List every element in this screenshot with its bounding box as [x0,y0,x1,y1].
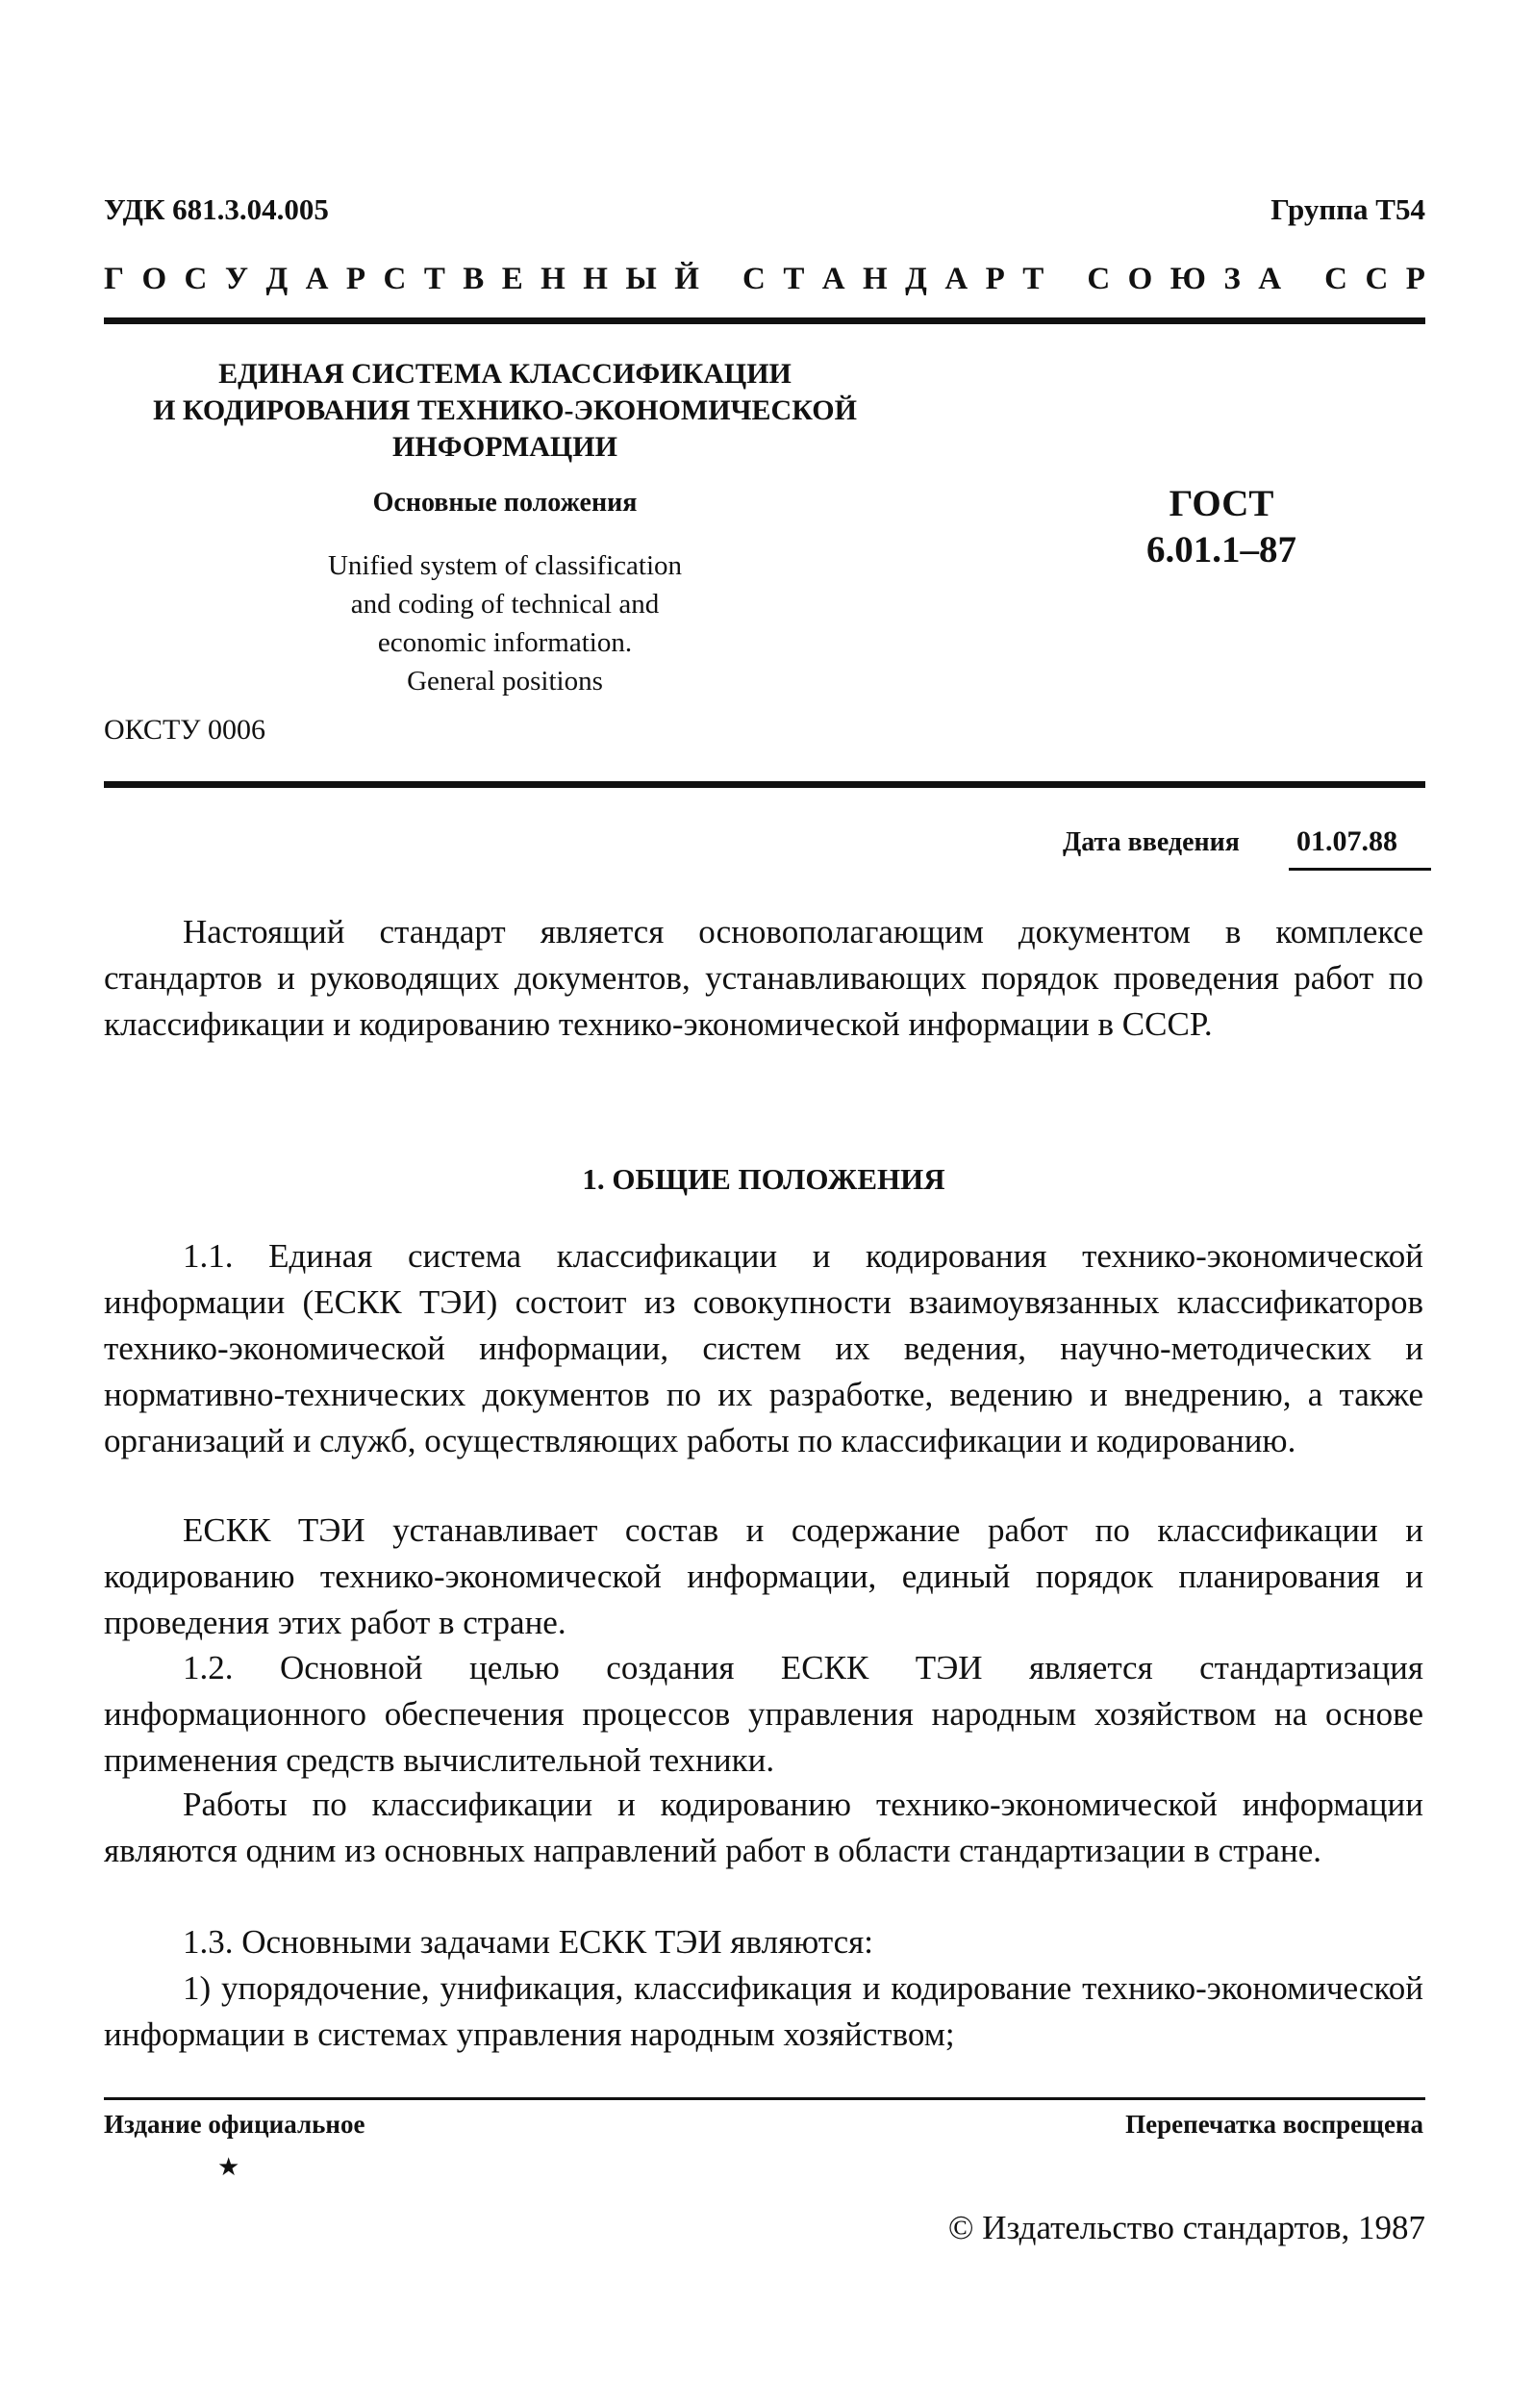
paragraph-1-1b: ЕСКК ТЭИ устанавливает состав и содержание работ по классификации и кодированию технико-экономической информации, единый порядок планирования и проведения этих работ в стране. [104,1511,1423,1641]
date-underline [1289,868,1431,871]
banner-letter: Е [501,262,523,296]
official-edition: Издание официальное [104,2110,365,2139]
banner-letter: Д [905,262,927,296]
top-rule [104,317,1425,324]
banner-letter: О [141,262,167,296]
standard-subtitle: Основные положения [372,488,638,518]
footer-rule [104,2097,1425,2100]
banner-letter: Й [674,262,699,296]
intro-paragraph: Настоящий стандарт является основополагающим документом в комплексе стандартов и руководящих документов, устанавливающих порядок проведения работ по классификации и кодированию технико-экономической информации в СССР. [104,913,1423,1043]
english-title-line-2: and coding of technical and [350,589,660,620]
banner-letter: А [944,262,968,296]
banner-letter: С [742,262,766,296]
paragraph-1-3: 1.3. Основными задачами ЕСКК ТЭИ являются: [183,1923,873,1961]
banner-letter: А [821,262,845,296]
banner-letter: А [305,262,329,296]
section-heading: 1. ОБЩИЕ ПОЛОЖЕНИЯ [582,1162,945,1196]
gost-number: 6.01.1–87 [1146,529,1296,570]
copyright-notice: © Издательство стандартов, 1987 [947,2209,1425,2246]
banner-letter: А [1258,262,1282,296]
gost-designation [1106,481,1337,573]
udk-code: УДК 681.3.04.005 [104,192,329,226]
paragraph-1-2b: Работы по классификации и кодированию технико-экономической информации являются одним из основных направлений работ в области стандартизации в стране. [104,1786,1423,1869]
banner-letter: Р [1405,262,1425,296]
intro-date-label: Дата введения [1063,827,1240,857]
english-title-line-1: Unified system of classification [327,550,683,581]
title-line-1: ЕДИНАЯ СИСТЕМА КЛАССИФИКАЦИИ [218,358,792,390]
state-standard-banner [104,262,1425,297]
okstu-code: ОКСТУ 0006 [104,714,266,746]
title-line-3: ИНФОРМАЦИИ [392,431,617,463]
intro-date-value: 01.07.88 [1296,825,1397,857]
banner-letter: Т [423,262,445,296]
banner-letter [717,262,724,297]
english-title-line-4: General positions [407,666,603,697]
banner-letter: Ы [625,262,657,296]
banner-letter: С [1365,262,1389,296]
title-line-2: И КОДИРОВАНИЯ ТЕХНИКО-ЭКОНОМИЧЕСКОЙ [153,394,857,426]
banner-letter: Д [265,262,289,296]
banner-letter: Н [583,262,608,296]
banner-letter: Р [985,262,1005,296]
banner-letter: Ю [1169,262,1206,296]
banner-letter [1298,262,1306,297]
banner-letter: С [383,262,407,296]
banner-letter [1062,262,1069,297]
banner-letter: С [1324,262,1348,296]
standard-title [144,356,866,466]
banner-letter: О [1127,262,1153,296]
banner-letter: Г [104,262,124,296]
banner-letter: З [1223,262,1241,296]
group-code: Группа Т54 [1270,192,1425,226]
banner-letter: У [224,262,249,296]
banner-letter: Н [863,262,888,296]
english-title-line-3: economic information. [377,627,633,658]
banner-letter: Т [783,262,805,296]
banner-letter: В [463,262,485,296]
banner-letter: Н [541,262,566,296]
banner-letter: С [1087,262,1111,296]
star-icon: ★ [217,2153,240,2181]
paragraph-1-2: 1.2. Основной целью создания ЕСКК ТЭИ является стандартизация информационного обеспечения процессов управления народным хозяйством на основе применения средств вычислительной техники. [104,1649,1423,1779]
middle-rule [104,781,1425,788]
paragraph-1-1: 1.1. Единая система классификации и кодирования технико-экономической информации (ЕСКК ТЭИ) состоит из совокупности взаимоувязанных классификаторов технико-экономической информации, систем их ведения, научно-методических и нормативно-технических документов по их разработке, ведению и внедрению, а также организаций и служб, осуществляющих работы по классификации и кодированию. [104,1237,1423,1459]
gost-label: ГОСТ [1169,483,1274,524]
paragraph-1-3-item-1: 1) упорядочение, унификация, классификация и кодирование технико-экономической информации в системах управления народным хозяйством; [104,1969,1423,2053]
banner-letter: Т [1022,262,1044,296]
banner-letter: С [184,262,208,296]
banner-letter: Р [345,262,366,296]
english-title [144,546,866,700]
reprint-prohibited: Перепечатка воспрещена [1125,2110,1423,2139]
